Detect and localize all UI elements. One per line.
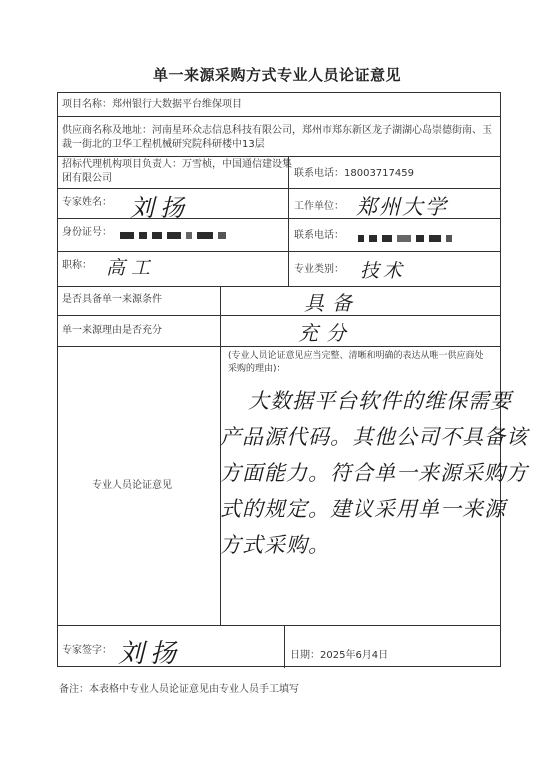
opinion-hint-line1: (专业人员论证意见应当完整、清晰和明确的表达从唯一供应商处 xyxy=(228,351,484,361)
expert-phone-label: 联系电话： xyxy=(294,230,344,241)
id-number-label: 身份证号： xyxy=(62,227,112,238)
agency-phone-value: 18003717459 xyxy=(344,168,414,179)
date-value: 2025年6月4日 xyxy=(320,650,389,661)
expert-phone-redacted xyxy=(358,235,457,242)
opinion-form xyxy=(57,92,528,669)
supplier-value-line2: 裁一街北的卫华工程机械研究院科研楼中13层 xyxy=(62,139,265,150)
opinion-line: 大数据平台软件的维保需要 xyxy=(248,389,512,413)
project-row xyxy=(62,98,242,112)
row-divider xyxy=(58,251,500,252)
supplier-row xyxy=(62,124,500,138)
row-divider xyxy=(58,286,500,287)
agency-line1: 招标代理机构项目负责人：万雪桢，中国通信建设集 xyxy=(62,159,292,170)
row-divider xyxy=(58,156,500,157)
row-divider xyxy=(58,625,500,626)
title-rank-label: 职称： xyxy=(62,260,92,271)
title-rank-handwritten: 高工 xyxy=(106,257,157,279)
expert-name-label: 专家姓名： xyxy=(62,197,112,208)
row-divider xyxy=(58,116,500,117)
project-value: 郑州银行大数据平台维保项目 xyxy=(112,99,242,110)
signature-handwritten: 刘扬 xyxy=(118,639,183,669)
id-number-redacted xyxy=(120,232,231,239)
row-divider xyxy=(58,346,500,347)
expert-name-handwritten: 刘扬 xyxy=(130,194,190,222)
column-divider xyxy=(288,156,289,286)
supplier-label: 供应商名称及地址： xyxy=(62,125,152,136)
opinion-line: 方面能力。符合单一来源采购方 xyxy=(220,461,528,485)
column-divider xyxy=(284,625,285,668)
footnote: 备注：本表格中专业人员论证意见由专业人员手工填写 xyxy=(59,684,299,695)
signature-label: 专家签字： xyxy=(62,645,112,656)
date-label: 日期： xyxy=(290,650,320,661)
reason-handwritten: 充分 xyxy=(298,321,354,345)
condition-label: 是否具备单一来源条件 xyxy=(62,294,162,305)
opinion-line: 式的规定。建议采用单一来源 xyxy=(220,497,506,521)
project-label: 项目名称： xyxy=(62,99,112,110)
supplier-value-line1: 河南星环众志信息科技有限公司，郑州市郑东新区龙子湖湖心岛崇德街南、玉 xyxy=(152,125,492,136)
specialty-label: 专业类别： xyxy=(294,264,344,275)
row-divider xyxy=(58,315,500,316)
opinion-line: 方式采购。 xyxy=(220,533,330,557)
agency-phone-label: 联系电话： xyxy=(294,168,344,179)
form-title: 单一来源采购方式专业人员论证意见 xyxy=(152,66,401,84)
opinion-label: 专业人员论证意见 xyxy=(92,480,172,491)
opinion-handwritten xyxy=(220,383,528,563)
opinion-hint-line2: 采购的理由)： xyxy=(228,364,286,374)
condition-handwritten: 具备 xyxy=(304,291,360,315)
specialty-handwritten: 技术 xyxy=(360,260,407,282)
reason-label: 单一来源理由是否充分 xyxy=(62,325,162,336)
opinion-line: 产品源代码。其他公司不具备该 xyxy=(220,425,528,449)
work-unit-handwritten: 郑州大学 xyxy=(356,195,448,219)
work-unit-label: 工作单位： xyxy=(294,201,344,212)
date-row xyxy=(290,649,388,663)
row-divider xyxy=(58,188,500,189)
agency-phone xyxy=(294,167,414,181)
agency-line2: 团有限公司 xyxy=(62,173,112,184)
